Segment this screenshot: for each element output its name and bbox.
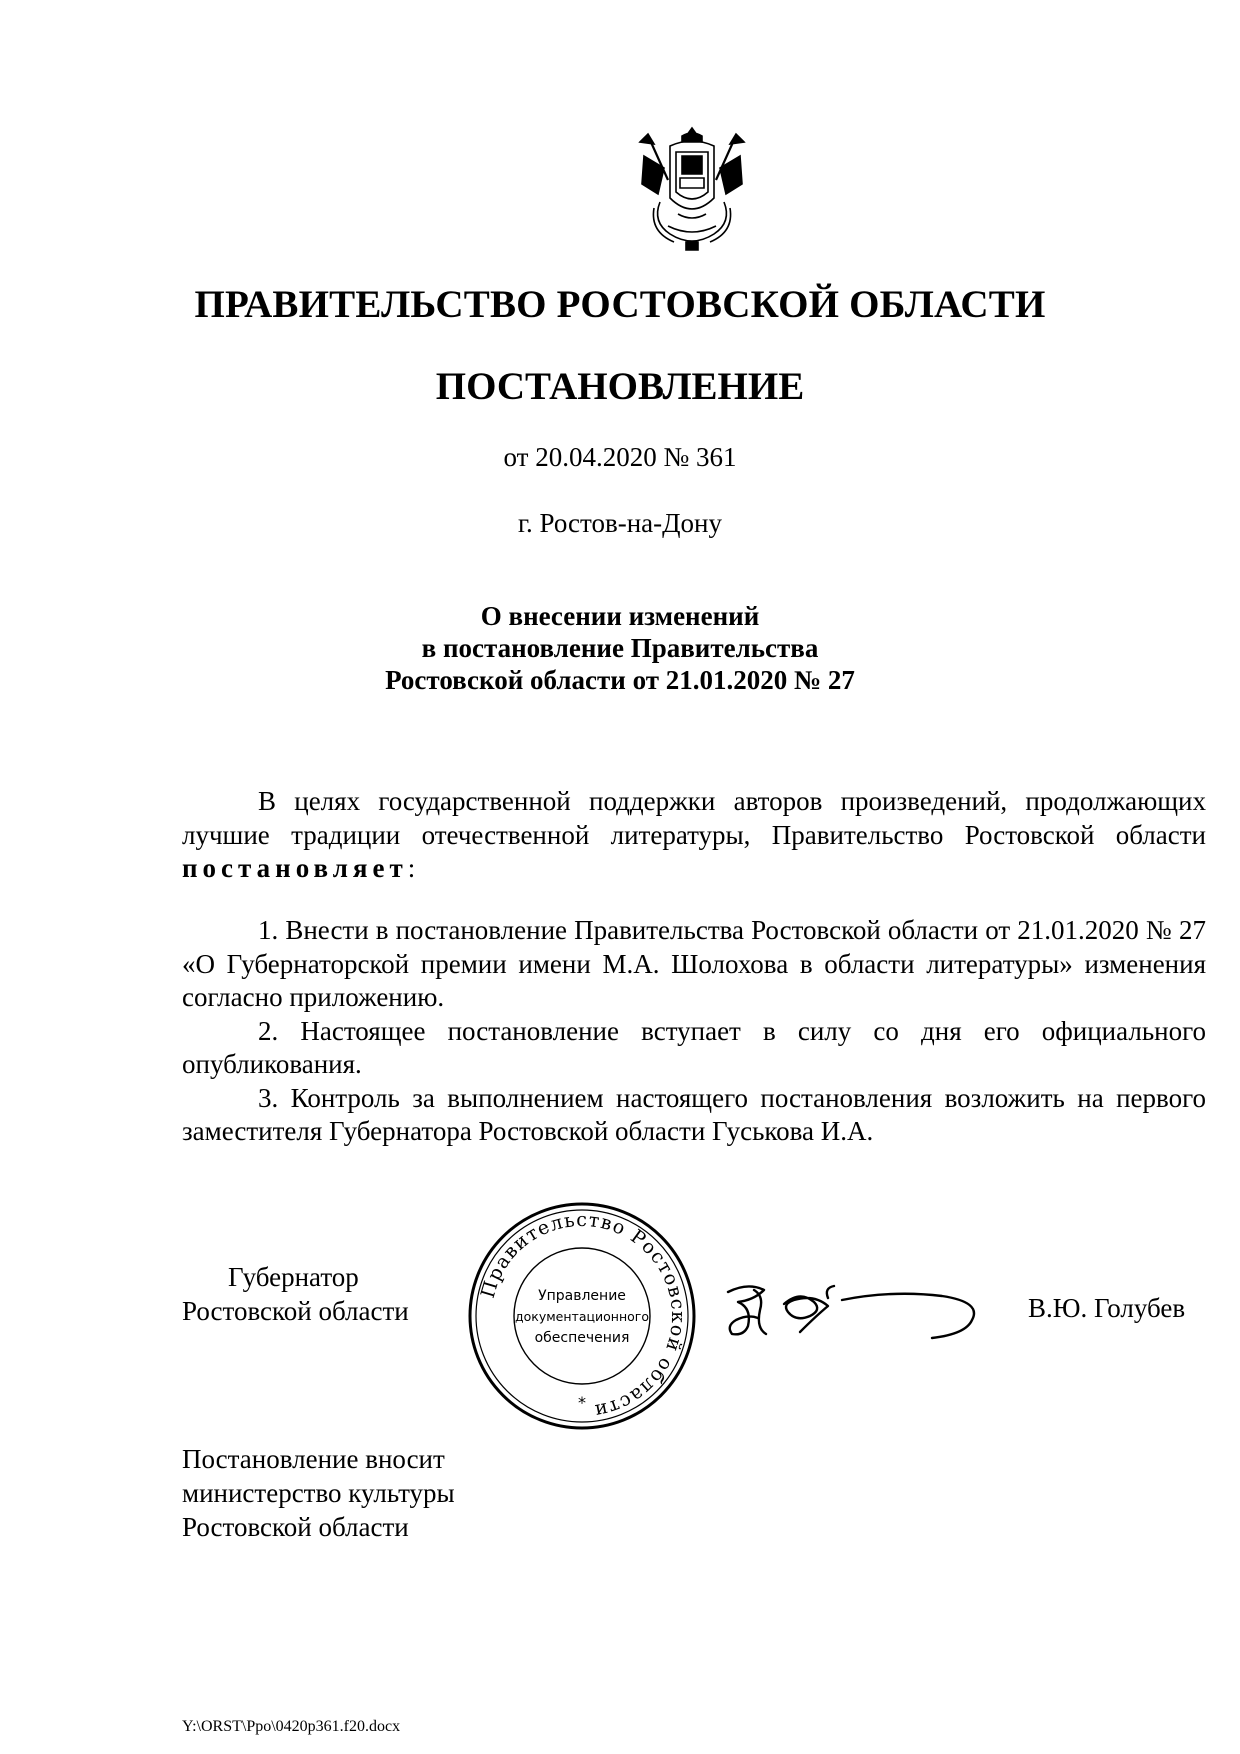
subject-line: Ростовской области от 21.01.2020 № 27 xyxy=(385,665,855,695)
official-seal-icon xyxy=(466,1200,698,1432)
document-city: г. Ростов-на-Дону xyxy=(517,508,722,538)
preamble xyxy=(182,785,1206,886)
introduced-by xyxy=(182,1442,455,1544)
signatory-position-line: Ростовской области xyxy=(182,1296,409,1326)
document-type: ПОСТАНОВЛЕНИЕ xyxy=(435,365,805,408)
document-date-number: от 20.04.2020 № 361 xyxy=(503,442,737,472)
resolution-item: 3. Контроль за выполнением настоящего постановления возложить на первого заместителя Губернатора Ростовской области Гуськова И.А. xyxy=(182,1082,1206,1146)
introduced-by-line: Постановление вносит xyxy=(182,1444,445,1474)
organization-title: ПРАВИТЕЛЬСТВО РОСТОВСКОЙ ОБЛАСТИ xyxy=(194,283,1046,326)
seal-inner-line: документационного xyxy=(515,1309,649,1324)
file-path-footer: Y:\ORST\Ppo\0420p361.f20.docx xyxy=(182,1718,401,1735)
subject-line: в постановление Правительства xyxy=(421,633,819,663)
introduced-by-line: министерство культуры xyxy=(182,1478,455,1508)
subject-line: О внесении изменений xyxy=(480,601,760,631)
document-subject xyxy=(0,600,1240,696)
signatory-name: В.Ю. Голубев xyxy=(1028,1293,1186,1323)
seal-inner-line: обеспечения xyxy=(534,1330,630,1346)
seal-star: * xyxy=(578,1393,586,1412)
resolution-item: 1. Внести в постановление Правительства Ростовской области от 21.01.2020 № 27 «О Губернаторской премии имени М.А. Шолохова в области литературы» изменения согласно приложению. xyxy=(182,915,1206,1012)
seal-inner-line: Управление xyxy=(538,1288,626,1304)
resolution-item: 2. Настоящее постановление вступает в силу со дня его официального опубликования. xyxy=(182,1015,1206,1079)
coat-of-arms-icon xyxy=(630,122,754,256)
introduced-by-line: Ростовской области xyxy=(182,1512,409,1542)
seal-outer-text: Правительство Ростовской области xyxy=(476,1208,690,1423)
preamble-colon: : xyxy=(407,853,416,883)
handwritten-signature-icon xyxy=(724,1270,980,1350)
preamble-paragraph xyxy=(182,785,1206,886)
signatory-position-line: Губернатор xyxy=(228,1262,359,1292)
resolution-items xyxy=(182,914,1206,1149)
signatory-position xyxy=(182,1260,409,1328)
resolves-word: постановляет xyxy=(182,853,408,883)
preamble-text: В целях государственной поддержки авторов произведений, продолжающих лучшие традиции отечественной литературы, Правительство Ростовской области xyxy=(182,786,1206,850)
